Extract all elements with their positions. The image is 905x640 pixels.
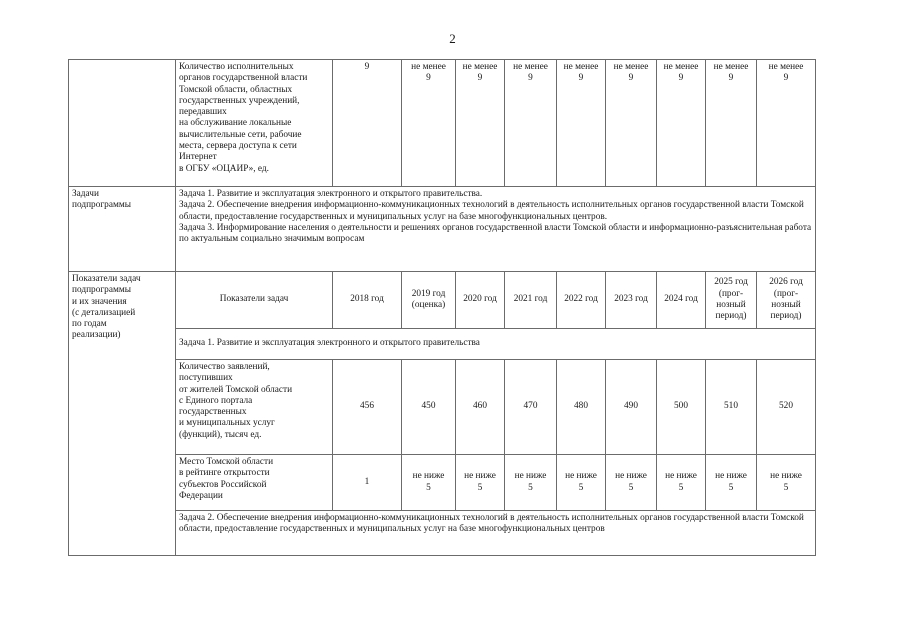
indicators-header-row: [69, 272, 816, 329]
header-2022: 2022 год: [557, 272, 606, 329]
value-cell-2020: не менее 9: [456, 60, 505, 187]
indicator-name-cell: Количество исполнительных органов государственной власти Томской области, областных государственных учреждений, передавших на обслуживание локальные вычислительные сети, рабочие места, сервера доступа к сети Интернет в ОГБУ «ОЦАИР», ед.: [176, 60, 333, 187]
header-2025: 2025 год (прог- нозный период): [706, 272, 757, 329]
task1-row: [69, 329, 816, 360]
subprogram-passport-table: [68, 59, 816, 556]
value-cell: не ниже 5: [657, 455, 706, 511]
value-cell: 470: [505, 360, 557, 455]
value-cell: 520: [757, 360, 816, 455]
tasks-label-cell: Задачи подпрограммы: [69, 187, 176, 272]
indicator-name-applications: Количество заявлений, поступивших от жителей Томской области с Единого портала государственных и муниципальных услуг (функций), тысяч ед.: [176, 360, 333, 455]
header-2020: 2020 год: [456, 272, 505, 329]
value-cell-2024: не менее 9: [657, 60, 706, 187]
value-cell-2018: 9: [333, 60, 402, 187]
header-2018: 2018 год: [333, 272, 402, 329]
value-cell: 480: [557, 360, 606, 455]
task2-cell: Задача 2. Обеспечение внедрения информационно-коммуникационных технологий в деятельность исполнительных органов государственной власти Томской области, предоставление государственных и муниципальных услуг на базе многофункциональных центров: [176, 511, 816, 556]
header-indicator: Показатели задач: [176, 272, 333, 329]
value-cell-2023: не менее 9: [606, 60, 657, 187]
task1-cell: Задача 1. Развитие и эксплуатация электронного и открытого правительства: [176, 329, 816, 360]
value-cell: не ниже 5: [706, 455, 757, 511]
value-cell: не ниже 5: [757, 455, 816, 511]
value-cell: не ниже 5: [402, 455, 456, 511]
header-2023: 2023 год: [606, 272, 657, 329]
value-cell: не ниже 5: [557, 455, 606, 511]
empty-label-cell: [69, 60, 176, 187]
header-2026: 2026 год (прог- нозный период): [757, 272, 816, 329]
value-cell-2019: не менее 9: [402, 60, 456, 187]
value-cell: не ниже 5: [606, 455, 657, 511]
value-cell-2022: не менее 9: [557, 60, 606, 187]
value-cell: 450: [402, 360, 456, 455]
page-number: 2: [449, 31, 456, 46]
header-2021: 2021 год: [505, 272, 557, 329]
value-cell: 490: [606, 360, 657, 455]
tasks-text-cell: Задача 1. Развитие и эксплуатация электронного и открытого правительства. Задача 2. Обеспечение внедрения информационно-коммуникационных технологий в деятельность исполнительных органов государственной власти Томской области, предоставление государственных и муниципальных услуг на базе многофункциональных центров. Задача 3. Информирование населения о деятельности и решениях органов государственной власти Томской области и информационно-разъяснительная работа по актуальным социально значимым вопросам: [176, 187, 816, 272]
value-cell: 456: [333, 360, 402, 455]
indicator-name-rating: Место Томской области в рейтинге открытости субъектов Российской Федерации: [176, 455, 333, 511]
value-cell: 500: [657, 360, 706, 455]
value-cell: не ниже 5: [456, 455, 505, 511]
value-cell-2025: не менее 9: [706, 60, 757, 187]
tasks-row: [69, 187, 816, 272]
indicators-label-cell: Показатели задач подпрограммы и их значения (с детализацией по годам реализации): [69, 272, 176, 556]
value-cell: 1: [333, 455, 402, 511]
value-cell: 460: [456, 360, 505, 455]
header-2019: 2019 год (оценка): [402, 272, 456, 329]
value-cell: 510: [706, 360, 757, 455]
table-row: [69, 360, 816, 455]
value-cell-2021: не менее 9: [505, 60, 557, 187]
task2-row: [69, 511, 816, 556]
header-2024: 2024 год: [657, 272, 706, 329]
value-cell-2026: не менее 9: [757, 60, 816, 187]
table-row: [69, 455, 816, 511]
value-cell: не ниже 5: [505, 455, 557, 511]
top-indicator-row: [69, 60, 816, 187]
